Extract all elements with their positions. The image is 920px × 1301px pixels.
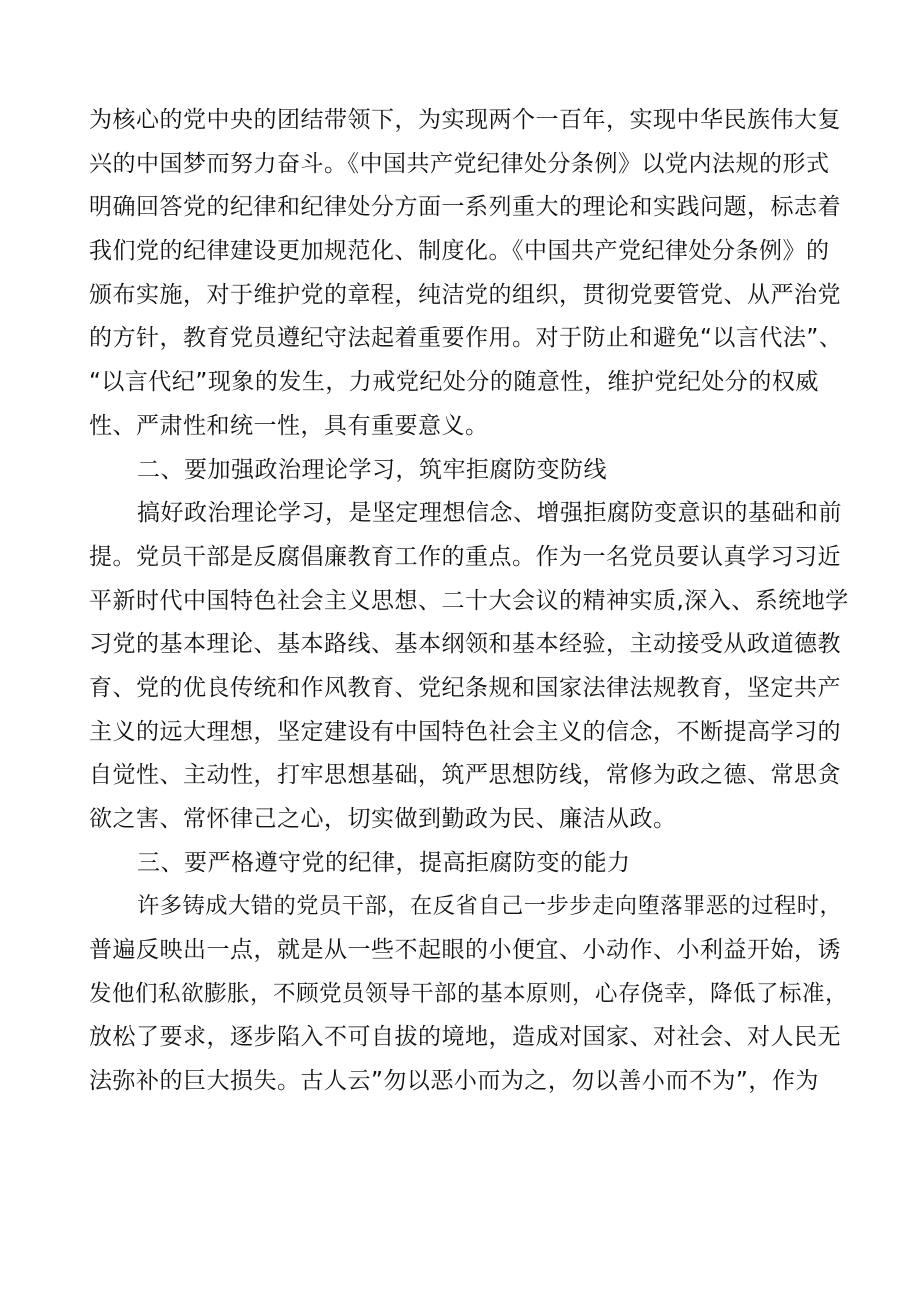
text-line: 法弥补的巨大损失。古人云”勿以恶小而为之，勿以善小而不为”，作为 (89, 1068, 819, 1095)
text-line: 明确回答党的纪律和纪律处分方面一系列重大的理论和实践问题，标志着 (89, 194, 841, 221)
text-line: 自觉性、主动性，打牢思想基础，筑严思想防线，常修为政之德、常思贪 (89, 762, 841, 789)
text-line: 平新时代中国特色社会主义思想、二十大会议的精神实质,深入、系统地学 (89, 587, 849, 614)
text-line: “以言代纪”现象的发生，力戒党纪处分的随意性，维护党纪处分的权威 (89, 369, 819, 396)
text-line: 的方针，教育党员遵纪守法起着重要作用。对于防止和避免“以言代法”、 (89, 325, 843, 352)
text-line: 放松了要求，逐步陷入不可自拔的境地，造成对国家、对社会、对人民无 (89, 1024, 841, 1051)
paragraph-start-line: 三、要严格遵守党的纪律，提高拒腐防变的能力 (137, 849, 631, 876)
paragraph-start-line: 搞好政治理论学习，是坚定理想信念、增强拒腐防变意识的基础和前 (137, 500, 842, 527)
text-line: 普遍反映出一点，就是从一些不起眼的小便宜、小动作、小利益开始，诱 (89, 937, 841, 964)
text-line: 提。党员干部是反腐倡廉教育工作的重点。作为一名党员要认真学习习近 (89, 543, 841, 570)
text-line: 育、党的优良传统和作风教育、党纪条规和国家法律法规教育，坚定共产 (89, 674, 841, 701)
text-line: 兴的中国梦而努力奋斗。《中国共产党纪律处分条例》以党内法规的形式 (89, 150, 830, 177)
paragraph-start-line: 二、要加强政治理论学习，筑牢拒腐防变防线 (137, 456, 607, 483)
text-line: 主义的远大理想，坚定建设有中国特色社会主义的信念，不断提高学习的 (89, 718, 841, 745)
text-line: 性、严肃性和统一性，具有重要意义。 (89, 412, 489, 439)
text-line: 我们党的纪律建设更加规范化、制度化。《中国共产党纪律处分条例》的 (89, 238, 830, 265)
text-line: 欲之害、常怀律己之心，切实做到勤政为民、廉洁从政。 (89, 806, 677, 832)
paragraph-start-line: 许多铸成大错的党员干部，在反省自己一步步走向堕落罪恶的过程时， (137, 893, 843, 920)
text-line: 为核心的党中央的团结带领下，为实现两个一百年，实现中华民族伟大复 (89, 107, 841, 133)
text-line: 习党的基本理论、基本路线、基本纲领和基本经验，主动接受从政道德教 (89, 631, 841, 658)
document-body (89, 99, 849, 1104)
text-line: 颁布实施，对于维护党的章程，纯洁党的组织，贯彻党要管党、从严治党 (89, 281, 841, 308)
text-line: 发他们私欲膨胀，不顾党员领导干部的基本原则，心存侥幸，降低了标准， (89, 980, 849, 1007)
